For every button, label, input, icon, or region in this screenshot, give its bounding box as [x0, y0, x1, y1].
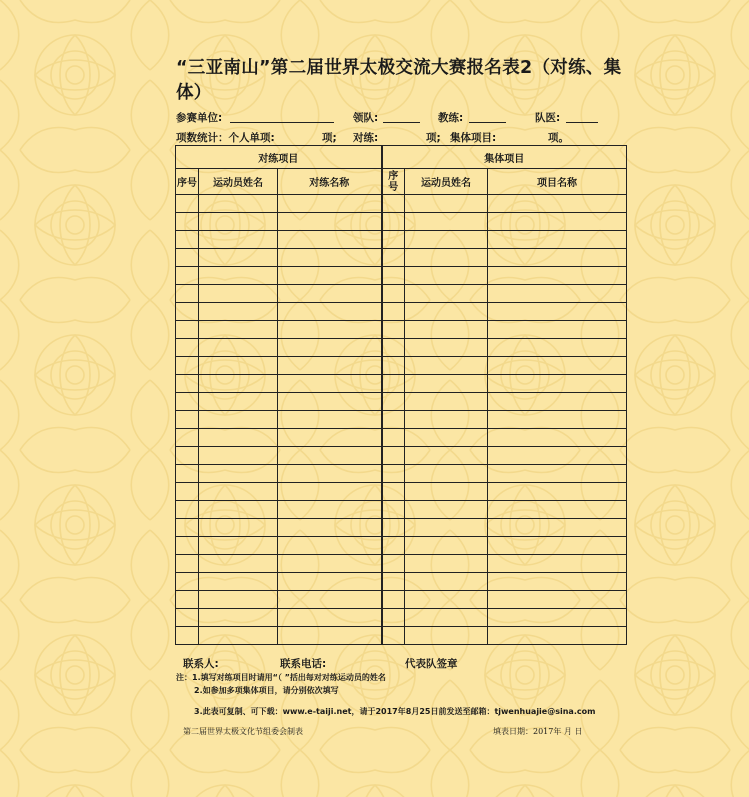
pair-col-seq: 序号	[176, 169, 199, 195]
group-item-cell[interactable]	[488, 267, 627, 285]
group-item-cell[interactable]	[488, 519, 627, 537]
leader-label: 领队:	[353, 112, 379, 124]
group-item-cell[interactable]	[488, 357, 627, 375]
pair-athlete-cell[interactable]	[199, 339, 278, 357]
pair-routine-cell[interactable]	[278, 195, 382, 213]
pair-routine-cell[interactable]	[278, 285, 382, 303]
pair-athlete-cell[interactable]	[199, 465, 278, 483]
coach-field[interactable]	[469, 122, 506, 123]
group-athlete-cell[interactable]	[405, 465, 488, 483]
pair-athlete-cell[interactable]	[199, 357, 278, 375]
note-1: 注：1.填写对练项目时请用“（ ”括出每对对练运动员的姓名	[176, 673, 386, 682]
group-item-cell[interactable]	[488, 321, 627, 339]
table-row	[176, 195, 627, 213]
table-row	[176, 429, 627, 447]
group-item-cell[interactable]	[488, 501, 627, 519]
pair-athlete-cell[interactable]	[199, 573, 278, 591]
group-athlete-cell[interactable]	[405, 573, 488, 591]
seal-label: 代表队签章	[405, 658, 458, 670]
group-seq-cell[interactable]	[382, 411, 405, 429]
group-seq-cell[interactable]	[382, 321, 405, 339]
pair-routine-cell[interactable]	[278, 303, 382, 321]
group-athlete-cell[interactable]	[405, 339, 488, 357]
table-row	[176, 249, 627, 267]
pair-seq-cell[interactable]	[176, 393, 199, 411]
group-athlete-cell[interactable]	[405, 483, 488, 501]
table-row	[176, 627, 627, 645]
pair-routine-cell[interactable]	[278, 267, 382, 285]
group-item-cell[interactable]	[488, 591, 627, 609]
pair-athlete-cell[interactable]	[199, 627, 278, 645]
pair-routine-cell[interactable]	[278, 339, 382, 357]
pair-routine-cell[interactable]	[278, 501, 382, 519]
table-row	[176, 465, 627, 483]
table-row	[176, 339, 627, 357]
group-seq-cell[interactable]	[382, 537, 405, 555]
group-athlete-cell[interactable]	[405, 609, 488, 627]
group-count-suffix: 项。	[548, 132, 569, 144]
group-seq-cell[interactable]	[382, 555, 405, 573]
group-athlete-cell[interactable]	[405, 213, 488, 231]
group-athlete-cell[interactable]	[405, 231, 488, 249]
pair-seq-cell[interactable]	[176, 627, 199, 645]
group-seq-cell[interactable]	[382, 285, 405, 303]
pair-routine-cell[interactable]	[278, 609, 382, 627]
group-seq-cell[interactable]	[382, 447, 405, 465]
pair-routine-cell[interactable]	[278, 249, 382, 267]
group-seq-cell[interactable]	[382, 231, 405, 249]
column-header-row	[176, 169, 627, 195]
coach-label: 教练:	[438, 112, 464, 124]
pair-athlete-cell[interactable]	[199, 519, 278, 537]
pair-seq-cell[interactable]	[176, 609, 199, 627]
group-athlete-cell[interactable]	[405, 519, 488, 537]
group-athlete-cell[interactable]	[405, 627, 488, 645]
pair-seq-cell[interactable]	[176, 195, 199, 213]
pair-routine-cell[interactable]	[278, 357, 382, 375]
pair-athlete-cell[interactable]	[199, 483, 278, 501]
group-seq-cell[interactable]	[382, 375, 405, 393]
group-athlete-cell[interactable]	[405, 249, 488, 267]
group-item-cell[interactable]	[488, 483, 627, 501]
pair-label: 对练:	[353, 132, 379, 144]
pair-seq-cell[interactable]	[176, 321, 199, 339]
pair-seq-cell[interactable]	[176, 267, 199, 285]
group-seq-cell[interactable]	[382, 483, 405, 501]
pair-seq-cell[interactable]	[176, 555, 199, 573]
pair-routine-cell[interactable]	[278, 393, 382, 411]
table-row	[176, 501, 627, 519]
pair-routine-cell[interactable]	[278, 537, 382, 555]
table-row	[176, 555, 627, 573]
organizer-text: 第二届世界太极文化节组委会制表	[183, 727, 303, 736]
group-item-cell[interactable]	[488, 627, 627, 645]
table-row	[176, 357, 627, 375]
pair-athlete-cell[interactable]	[199, 411, 278, 429]
pair-athlete-cell[interactable]	[199, 393, 278, 411]
pair-col-athlete: 运动员姓名	[199, 169, 278, 195]
group-athlete-cell[interactable]	[405, 555, 488, 573]
pair-seq-cell[interactable]	[176, 591, 199, 609]
group-item-cell[interactable]	[488, 285, 627, 303]
group-athlete-cell[interactable]	[405, 195, 488, 213]
pair-routine-cell[interactable]	[278, 573, 382, 591]
group-athlete-cell[interactable]	[405, 375, 488, 393]
pair-routine-cell[interactable]	[278, 519, 382, 537]
pair-routine-cell[interactable]	[278, 591, 382, 609]
group-item-cell[interactable]	[488, 555, 627, 573]
stats-label: 项数统计：个人单项:	[176, 132, 275, 144]
group-seq-cell[interactable]	[382, 627, 405, 645]
table-row	[176, 267, 627, 285]
group-athlete-cell[interactable]	[405, 393, 488, 411]
group-seq-cell[interactable]	[382, 501, 405, 519]
pair-athlete-cell[interactable]	[199, 213, 278, 231]
group-item-cell[interactable]	[488, 447, 627, 465]
pair-routine-cell[interactable]	[278, 447, 382, 465]
note-3: 3.此表可复制、可下载：www.e-taiji.net，请于2017年8月25日前发送至邮箱：tjwenhuajie@sina.com	[194, 707, 596, 716]
pair-athlete-cell[interactable]	[199, 195, 278, 213]
group-item-cell[interactable]	[488, 537, 627, 555]
table-row	[176, 393, 627, 411]
pair-col-routine: 对练名称	[278, 169, 382, 195]
group-item-cell[interactable]	[488, 195, 627, 213]
table-row	[176, 537, 627, 555]
group-seq-cell[interactable]	[382, 393, 405, 411]
group-seq-cell[interactable]	[382, 249, 405, 267]
pair-athlete-cell[interactable]	[199, 267, 278, 285]
pair-athlete-cell[interactable]	[199, 537, 278, 555]
table-row	[176, 303, 627, 321]
table-row	[176, 321, 627, 339]
pair-seq-cell[interactable]	[176, 483, 199, 501]
note-2: 2.如参加多项集体项目，请分别依次填写	[194, 686, 339, 695]
pair-routine-cell[interactable]	[278, 429, 382, 447]
group-section-header: 集体项目	[382, 146, 627, 169]
group-athlete-cell[interactable]	[405, 267, 488, 285]
contact-label: 联系人:	[183, 658, 219, 670]
group-athlete-cell[interactable]	[405, 447, 488, 465]
phone-label: 联系电话:	[280, 658, 327, 670]
group-label: 集体项目:	[450, 132, 497, 144]
group-seq-cell[interactable]	[382, 465, 405, 483]
pair-seq-cell[interactable]	[176, 537, 199, 555]
group-seq-cell[interactable]	[382, 195, 405, 213]
pair-routine-cell[interactable]	[278, 627, 382, 645]
pair-seq-cell[interactable]	[176, 447, 199, 465]
pair-seq-cell[interactable]	[176, 285, 199, 303]
table-row	[176, 447, 627, 465]
pair-athlete-cell[interactable]	[199, 321, 278, 339]
pair-routine-cell[interactable]	[278, 483, 382, 501]
group-item-cell[interactable]	[488, 411, 627, 429]
pair-athlete-cell[interactable]	[199, 609, 278, 627]
doctor-label: 队医:	[535, 112, 561, 124]
pair-athlete-cell[interactable]	[199, 285, 278, 303]
pair-seq-cell[interactable]	[176, 411, 199, 429]
group-seq-cell[interactable]	[382, 429, 405, 447]
pair-seq-cell[interactable]	[176, 213, 199, 231]
table-row	[176, 591, 627, 609]
pair-athlete-cell[interactable]	[199, 249, 278, 267]
group-item-cell[interactable]	[488, 303, 627, 321]
single-count-suffix: 项;	[322, 132, 337, 144]
group-seq-cell[interactable]	[382, 573, 405, 591]
pair-athlete-cell[interactable]	[199, 231, 278, 249]
table-row	[176, 519, 627, 537]
table-row	[176, 609, 627, 627]
pair-seq-cell[interactable]	[176, 303, 199, 321]
pair-seq-cell[interactable]	[176, 339, 199, 357]
pair-routine-cell[interactable]	[278, 213, 382, 231]
unit-field[interactable]	[230, 122, 334, 123]
pair-seq-cell[interactable]	[176, 519, 199, 537]
pair-seq-cell[interactable]	[176, 573, 199, 591]
group-seq-cell[interactable]	[382, 519, 405, 537]
section-header-row	[176, 146, 627, 169]
group-col-item: 项目名称	[488, 169, 627, 195]
group-athlete-cell[interactable]	[405, 429, 488, 447]
pair-seq-cell[interactable]	[176, 465, 199, 483]
group-item-cell[interactable]	[488, 465, 627, 483]
pair-athlete-cell[interactable]	[199, 591, 278, 609]
pair-routine-cell[interactable]	[278, 465, 382, 483]
pair-athlete-cell[interactable]	[199, 375, 278, 393]
pair-seq-cell[interactable]	[176, 429, 199, 447]
group-athlete-cell[interactable]	[405, 591, 488, 609]
pair-routine-cell[interactable]	[278, 375, 382, 393]
leader-field[interactable]	[383, 122, 420, 123]
pair-count-suffix: 项;	[426, 132, 441, 144]
group-athlete-cell[interactable]	[405, 357, 488, 375]
pair-routine-cell[interactable]	[278, 321, 382, 339]
group-item-cell[interactable]	[488, 231, 627, 249]
group-item-cell[interactable]	[488, 375, 627, 393]
pair-routine-cell[interactable]	[278, 411, 382, 429]
group-seq-cell[interactable]	[382, 591, 405, 609]
group-athlete-cell[interactable]	[405, 285, 488, 303]
group-seq-cell[interactable]	[382, 357, 405, 375]
table-row	[176, 285, 627, 303]
pair-seq-cell[interactable]	[176, 231, 199, 249]
group-athlete-cell[interactable]	[405, 321, 488, 339]
group-col-seq: 序号	[382, 169, 405, 195]
pair-routine-cell[interactable]	[278, 555, 382, 573]
group-item-cell[interactable]	[488, 393, 627, 411]
pair-athlete-cell[interactable]	[199, 447, 278, 465]
group-item-cell[interactable]	[488, 573, 627, 591]
pair-athlete-cell[interactable]	[199, 303, 278, 321]
group-seq-cell[interactable]	[382, 609, 405, 627]
group-athlete-cell[interactable]	[405, 411, 488, 429]
fill-date: 填表日期：2017年 月 日	[493, 727, 583, 736]
group-item-cell[interactable]	[488, 213, 627, 231]
pair-section-header: 对练项目	[176, 146, 382, 169]
form-title: “三亚南山”第二届世界太极交流大赛报名表2（对练、集体）	[176, 58, 622, 103]
pair-seq-cell[interactable]	[176, 501, 199, 519]
group-seq-cell[interactable]	[382, 213, 405, 231]
table-row	[176, 483, 627, 501]
pair-routine-cell[interactable]	[278, 231, 382, 249]
pair-seq-cell[interactable]	[176, 357, 199, 375]
group-athlete-cell[interactable]	[405, 303, 488, 321]
group-athlete-cell[interactable]	[405, 537, 488, 555]
pair-athlete-cell[interactable]	[199, 501, 278, 519]
group-item-cell[interactable]	[488, 339, 627, 357]
group-athlete-cell[interactable]	[405, 501, 488, 519]
unit-label: 参赛单位:	[176, 112, 223, 124]
table-row	[176, 573, 627, 591]
group-seq-cell[interactable]	[382, 267, 405, 285]
group-col-athlete: 运动员姓名	[405, 169, 488, 195]
pair-seq-cell[interactable]	[176, 375, 199, 393]
group-item-cell[interactable]	[488, 429, 627, 447]
doctor-field[interactable]	[566, 122, 598, 123]
pair-athlete-cell[interactable]	[199, 555, 278, 573]
registration-table	[175, 145, 627, 645]
pair-seq-cell[interactable]	[176, 249, 199, 267]
group-item-cell[interactable]	[488, 249, 627, 267]
table-row	[176, 375, 627, 393]
table-row	[176, 411, 627, 429]
pair-athlete-cell[interactable]	[199, 429, 278, 447]
group-seq-cell[interactable]	[382, 339, 405, 357]
group-item-cell[interactable]	[488, 609, 627, 627]
table-row	[176, 231, 627, 249]
group-seq-cell[interactable]	[382, 303, 405, 321]
table-row	[176, 213, 627, 231]
